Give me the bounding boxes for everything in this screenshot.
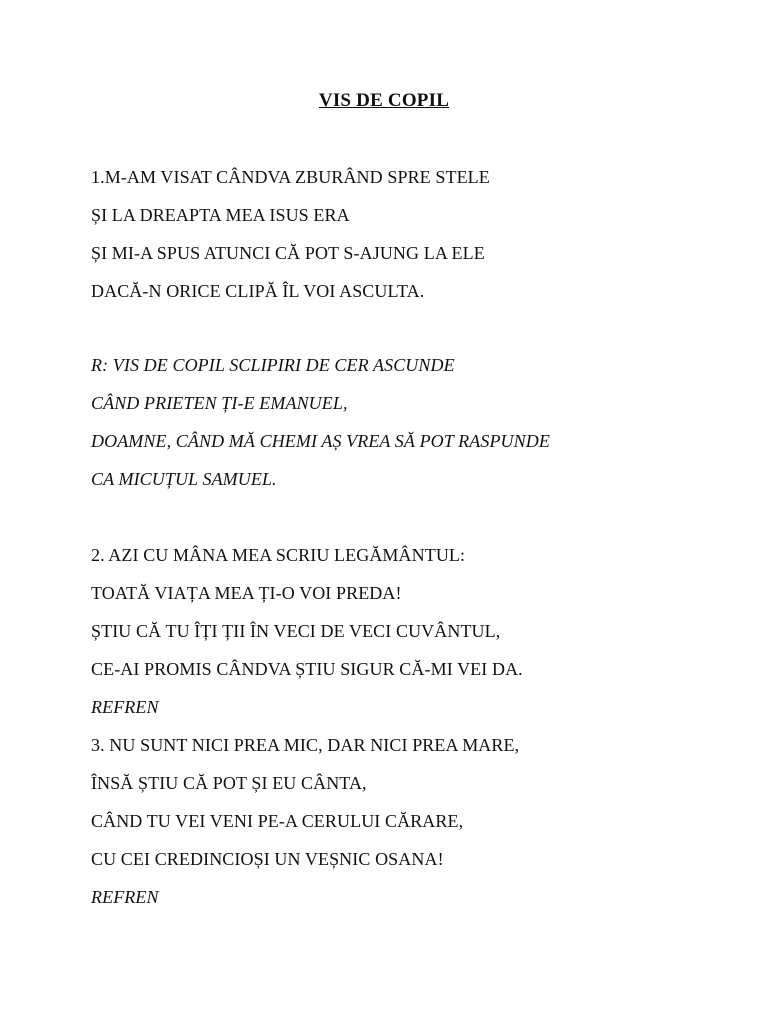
verse-1-line-2: ȘI LA DREAPTA MEA ISUS ERA (91, 205, 350, 225)
verse-2-line-1: 2. AZI CU MÂNA MEA SCRIU LEGĂMÂNTUL: (91, 545, 466, 565)
verse-3-line-2: ÎNSĂ ȘTIU CĂ POT ȘI EU CÂNTA, (91, 773, 367, 793)
refrain-line-1: R: VIS DE COPIL SCLIPIRI DE CER ASCUNDE (91, 355, 455, 375)
refrain-marker: REFREN (91, 697, 159, 717)
verse-2-line-4: CE-AI PROMIS CÂNDVA ȘTIU SIGUR CĂ-MI VEI DA. (91, 659, 523, 679)
verse-3-line-3: CÂND TU VEI VENI PE-A CERULUI CĂRARE, (91, 811, 464, 831)
verse-1-line-4: DACĂ-N ORICE CLIPĂ ÎL VOI ASCULTA. (91, 281, 425, 301)
refrain-marker: REFREN (91, 887, 159, 907)
verse-3-line-1: 3. NU SUNT NICI PREA MIC, DAR NICI PREA MARE, (91, 735, 520, 755)
verse-1-line-3: ȘI MI-A SPUS ATUNCI CĂ POT S-AJUNG LA ELE (91, 243, 485, 263)
refrain-line-3: DOAMNE, CÂND MĂ CHEMI AȘ VREA SĂ POT RASPUNDE (91, 431, 550, 451)
verse-2-line-2: TOATĂ VIAȚA MEA ȚI-O VOI PREDA! (91, 583, 402, 603)
verse-1-line-1: 1.M-AM VISAT CÂNDVA ZBURÂND SPRE STELE (91, 167, 490, 187)
refrain-line-4: CA MICUȚUL SAMUEL. (91, 469, 277, 489)
verse-2-line-3: ȘTIU CĂ TU ÎȚI ȚII ÎN VECI DE VECI CUVÂNTUL, (91, 621, 501, 641)
song-title: VIS DE COPIL (318, 90, 450, 111)
verse-3-line-4: CU CEI CREDINCIOȘI UN VEȘNIC OSANA! (91, 849, 444, 869)
refrain-line-2: CÂND PRIETEN ȚI-E EMANUEL, (91, 393, 348, 413)
